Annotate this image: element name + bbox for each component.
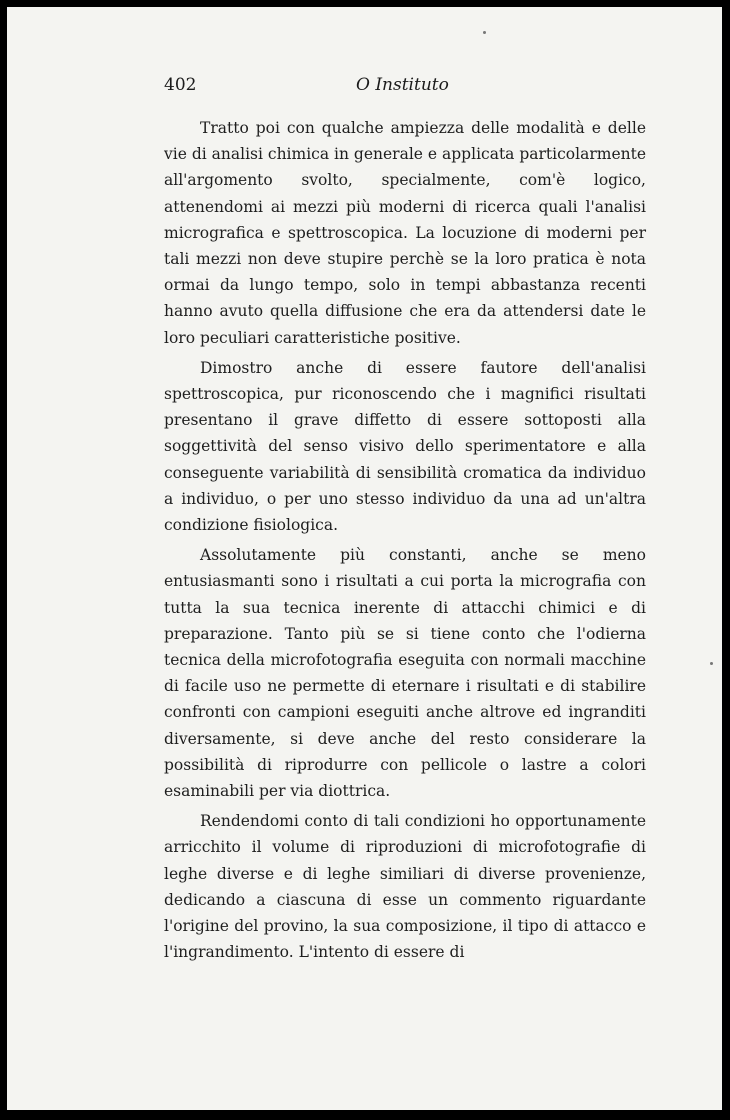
page-header xyxy=(164,75,646,103)
scan-speck xyxy=(710,662,713,665)
paragraph-1: Tratto poi con qualche ampiezza delle modalità e delle vie di analisi chimica in generale e applicata particolarmente all'argomento svolto, specialmente, com'è logico, attenendomi ai mezzi più moderni di ricerca quali l'analisi micrografica e spettroscopica. La locuzione di moderni per tali mezzi non deve stupire perchè se la loro pratica è nota ormai da lungo tempo, solo in tempi abbastanza recenti hanno avuto quella diffusione che era da attendersi date le loro peculiari caratteristiche positive. xyxy=(164,119,646,347)
body-text xyxy=(164,115,646,970)
paragraph-3: Assolutamente più constanti, anche se meno entusiasmanti sono i risultati a cui porta la micrografia con tutta la sua tecnica inerente di attacchi chimici e di preparazione. Tanto più se si tiene conto che l'odierna tecnica della microfotografia eseguita con normali macchine di facile uso ne permette di eternare i risultati e di stabilire confronti con campioni eseguiti anche altrove ed ingranditi diversamente, si deve anche del resto considerare la possibilità di riprodurre con pellicole o lastre a colori esaminabili per via diottrica. xyxy=(164,546,646,801)
page-number: 402 xyxy=(164,75,197,95)
paragraph-4: Rendendomi conto di tali condizioni ho opportunamente arricchito il volume di riproduzioni di microfotografie di leghe diverse e di leghe similiari di diverse provenienze, dedicando a ciascuna di esse un commento riguardante l'origine del provino, la sua composizione, il tipo di attacco e l'ingrandimento. L'intento di essere di xyxy=(164,812,646,962)
running-title: O Instituto xyxy=(356,75,449,95)
paragraph-2: Dimostro anche di essere fautore dell'analisi spettroscopica, pur riconoscendo che i magnifici risultati presentano il grave diffetto di essere sottoposti alla soggettività del senso visivo dello sperimentatore e alla conseguente variabilità di sensibilità cromatica da individuo a individuo, o per uno stesso individuo da una ad un'altra condizione fisiologica. xyxy=(164,358,646,535)
scan-speck xyxy=(483,31,486,34)
scanned-page xyxy=(7,7,722,1110)
